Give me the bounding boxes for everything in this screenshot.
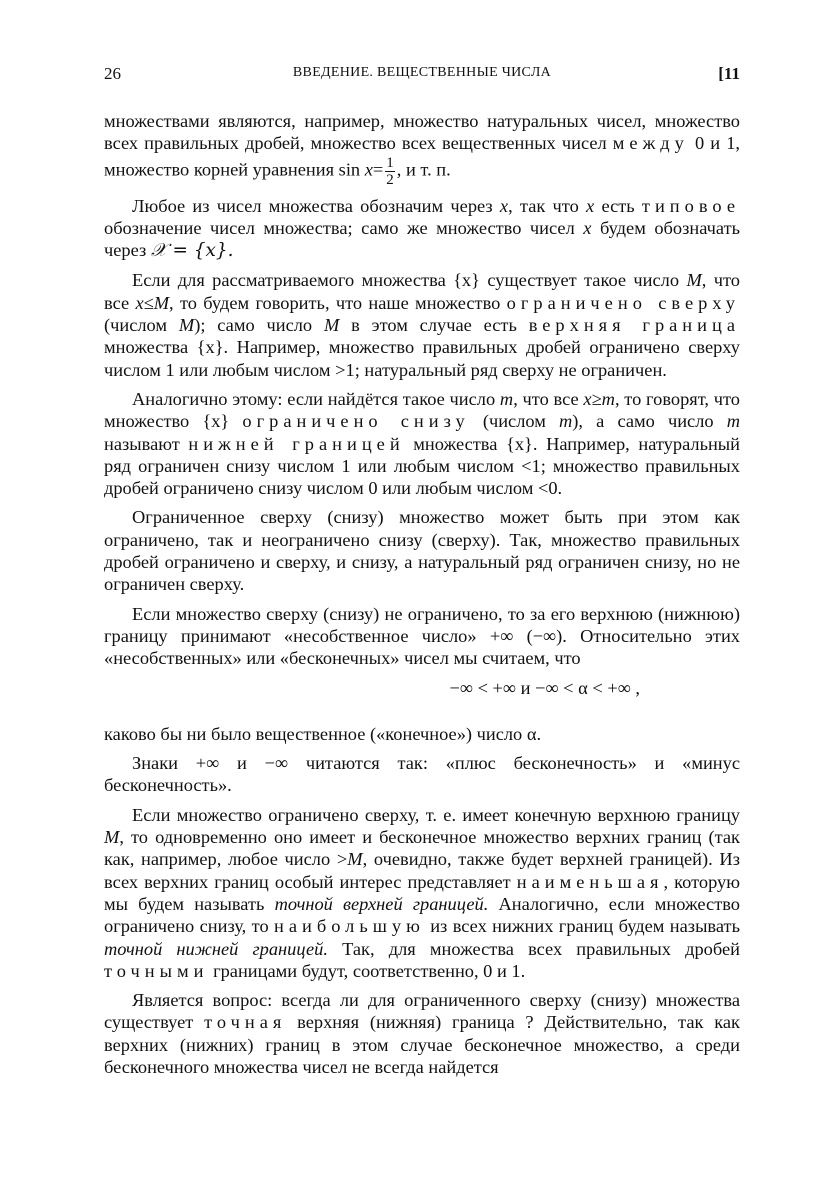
fraction-one-half: $\frac{1}{2}$ — [386, 154, 394, 188]
section-number: [11 — [718, 64, 740, 83]
paragraph-10: Является вопрос: всегда ли для ограниченного сверху (снизу) множества существует точная верхняя (нижняя) граница ? Действительно, так как верхних (нижних) границ в этом случае бесконечное множество, а среди бесконечного множества чисел не всегда найдется — [104, 990, 740, 1077]
paragraph-2: Любое из чисел множества обозначим через x, так что x есть типовое обозначение чисел множества; само же множество чисел x будем обозначать через 𝒳 = {x}. — [104, 195, 740, 262]
paragraph-4: Аналогично этому: если найдётся такое число m, что все x≥m, то говорят, что множество {x} ограничено снизу (числом m), а само число m называют нижней границей множества {x}. Например, натуральный ряд ограничен снизу числом 1 или любым числом <1; множество правильных дробей ограничено снизу числом 0 или любым числом <0. — [104, 388, 741, 499]
page-header — [104, 64, 740, 88]
running-title: ВВЕДЕНИЕ. ВЕЩЕСТВЕННЫЕ ЧИСЛА — [292, 65, 552, 80]
infinity-inequality-formula: −∞ < +∞ и −∞ < α < +∞ , — [449, 677, 640, 698]
page-number: 26 — [104, 64, 121, 83]
paragraph-3: Если для рассматриваемого множества {x} существует такое число M, что все x≤M, то будем говорить, что наше множество ограничено сверху (числом M); само число M в этом случае есть верхняя граница множества {x}. Например, множество правильных дробей ограничено сверху числом 1 или любым числом >1; натуральный ряд сверху не ограничен. — [104, 270, 741, 380]
paragraph-6: Если множество сверху (снизу) не ограничено, то за его верхнюю (нижнюю) границу принимают «несобственное число» +∞ (−∞). Относительно этих «несобственных» или «бесконечных» чисел мы считаем, что — [104, 603, 740, 669]
paragraph-8: Знаки +∞ и −∞ читаются так: «плюс бесконечность» и «минус бесконечность». — [104, 753, 740, 796]
paragraph-9: Если множество ограничено сверху, т. е. имеет конечную верхнюю границу M, то одновременно оно имеет и бесконечное множество верхних границ (так как, например, любое число >M, очевидно, также будет верхней границей). Из всех верхних границ особый интерес представляет наименьшая, которую мы будем называть точной верхней границей. Аналогично, если множество ограничено снизу, то наибольшую из всех нижних границ будем называть точной нижней границей. Так, для множества всех правильных дробей точными границами будут, соответственно, 0 и 1. — [104, 804, 740, 981]
paragraph-7: каково бы ни было вещественное («конечное») число α. — [104, 723, 542, 744]
paragraph-1: множествами являются, например, множество натуральных чисел, множество всех правильных дробей, множество всех вещественных чисел между 0 и 1, множество корней уравнения sin x= $\frac{1}{2}$ , и т. п. — [104, 111, 741, 188]
page-body — [104, 110, 740, 1085]
paragraph-5: Ограниченное сверху (снизу) множество может быть при этом как ограничено, так и неограничено снизу (сверху). Так, множество правильных дробей ограничено и сверху, и снизу, а натуральный ряд ограничен снизу, но не ограничен сверху. — [104, 507, 740, 595]
